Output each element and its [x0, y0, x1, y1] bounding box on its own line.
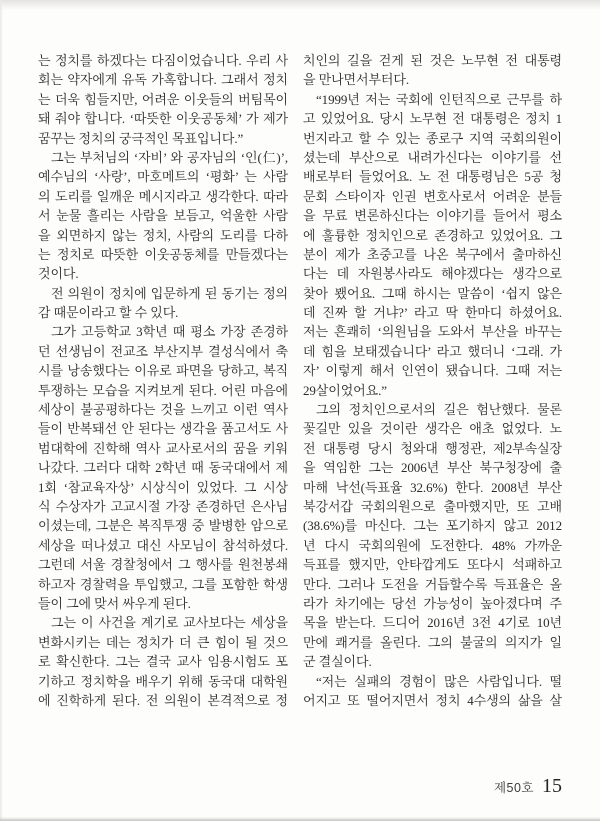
text-line: 이셨는데, 그분은 복직투쟁 중 발병한 암으로	[38, 518, 288, 534]
text-line: 그는 부처님의 ‘자비’ 와 공자님의 ‘인(仁)’,	[51, 149, 288, 165]
text-line: 그런데 서울 경찰청에서 그 행사를 원천봉쇄	[38, 557, 288, 573]
text-line: 에 진학하게 된다. 전 의원이 본격적으로 정	[38, 692, 288, 708]
text-line: 치인의 길을 걷게 된 것은 노무현 전 대통령	[303, 53, 562, 68]
text-line: “저는 실패의 경험이 많은 사람입니다. 떨	[316, 673, 562, 689]
text-line: 그의 정치인으로서의 길은 험난했다. 물론	[316, 402, 562, 418]
text-line: 예수님의 ‘사랑’, 마호메트의 ‘평화’ 는 사람	[38, 169, 288, 185]
text-line: 그가 고등학교 3학년 때 평소 가장 존경하	[51, 324, 288, 340]
text-line: 로 확신한다. 그는 결국 교사 임용시험도 포	[38, 654, 288, 670]
text-line: 저는 흔쾌히 ‘의원님을 도와서 부산을 바꾸는	[303, 324, 562, 340]
text-line: 돼 줘야 합니다. ‘따뜻한 이웃공동체’ 가 제가	[38, 111, 288, 127]
text-line: 분이 제가 초중고를 나온 북구에서 출마하신	[303, 246, 562, 262]
text-line: 에 훌륭한 정치인으로 존경하고 있었어요. 그	[303, 227, 562, 243]
text-line: 을 역임한 그는 2006년 부산 북구청장에 출	[303, 460, 562, 476]
text-line: 는 정치로 따뜻한 이웃공동체를 만들겠다는	[38, 246, 288, 262]
text-line: 자’ 이렇게 해서 인연이 됐습니다. 그때 저는	[303, 363, 562, 379]
text-line: 어지고 또 떨어지면서 정치 4수생의 삶을 살	[303, 692, 562, 708]
text-line: 번지라고 할 수 있는 종로구 지역 국회의원이	[303, 130, 562, 146]
text-line: 들이 반복돼선 안 된다는 생각을 품고서도 사	[38, 421, 288, 437]
text-line: 을 만나면서부터다.	[303, 72, 409, 88]
text-line: 년 다시 국회의원에 도전한다. 48% 가까운	[303, 537, 562, 553]
page-left-edge	[0, 0, 3, 821]
text-line: 찾아 뵀어요. 그때 하시는 말씀이 ‘쉽지 않은	[303, 285, 562, 301]
text-line: 하고자 경찰력을 투입했고, 그를 포함한 학생	[38, 576, 288, 592]
text-line: 군 결실이다.	[303, 654, 372, 670]
text-line: 마해 낙선(득표율 32.6%) 한다. 2008년 부산	[303, 479, 562, 495]
issue-label: 제50호	[493, 781, 534, 795]
text-line: 문회 스타이자 인권 변호사로서 어려운 분들	[303, 188, 562, 204]
text-line: 데 힘을 보태겠습니다’ 라고 했더니 ‘그래. 가	[303, 343, 562, 359]
text-line: 꿈꾸는 정치의 궁극적인 목표입니다.”	[38, 130, 244, 146]
page-top-edge	[0, 0, 600, 10]
text-line: (38.6%)를 마신다. 그는 포기하지 않고 2012	[303, 518, 562, 534]
text-line: 배로부터 들었어요. 노 전 대통령님은 5공 청	[303, 169, 562, 185]
text-line: 들이 그에 맞서 싸우게 된다.	[38, 595, 191, 611]
text-line: 목을 받는다. 드디어 2016년 3전 4기로 10년	[303, 615, 562, 631]
text-line: 감 때문이라고 할 수 있다.	[38, 305, 179, 321]
article-column-right	[303, 51, 562, 710]
text-line: 꽃길만 있을 것이란 생각은 애초 없었다. 노	[303, 421, 562, 437]
text-line: 셨는데 부산으로 내려가신다는 이야기를 선	[303, 149, 562, 165]
text-line: 데 진짜 할 거냐?’ 라고 딱 한마디 하셨어요.	[303, 305, 562, 321]
text-line: 는 정치를 하겠다는 다짐이었습니다. 우리 사	[38, 53, 288, 68]
text-line: 세상을 떠나셨고 대신 사모님이 참석하셨다.	[38, 537, 288, 553]
text-line: 을 외면하지 않는 정치, 사람의 도리를 다하	[38, 227, 288, 243]
page-bottom-edge	[0, 817, 600, 821]
text-line: 을 무료 변론하신다는 이야기를 들어서 평소	[303, 208, 562, 224]
text-line: 그는 이 사건을 계기로 교사보다는 세상을	[51, 615, 288, 631]
page-number: 15	[542, 775, 562, 797]
text-line: 만다. 그러나 도전을 거듭할수록 득표율은 올	[303, 576, 562, 592]
text-line: 는 더욱 힘들지만, 어려운 이웃들의 버팀목이	[38, 91, 288, 107]
text-line: 것이다.	[38, 266, 79, 282]
text-line: 북강서갑 국회의원으로 출마했지만, 또 고배	[303, 498, 562, 514]
text-line: 나갔다. 그러다 대학 2학년 때 동국대에서 제	[38, 460, 288, 476]
text-line: 세상이 불공평하다는 것을 느끼고 이런 역사	[38, 402, 288, 418]
text-line: 회는 약자에게 유독 가혹합니다. 그래서 정치	[38, 72, 288, 88]
text-line: 던 선생님이 전교조 부산지부 결성식에서 축	[38, 343, 288, 359]
text-line: 전 의원이 정치에 입문하게 된 동기는 정의	[51, 285, 288, 301]
text-line: 서 눈물 흘리는 사람을 보듬고, 억울한 사람	[38, 208, 288, 224]
text-line: 전 대통령 당시 청와대 행정관, 제2부속실장	[303, 440, 562, 456]
text-line: 득표를 했지만, 안타깝게도 또다시 석패하고	[303, 557, 562, 573]
page-footer	[494, 775, 562, 798]
text-line: 투쟁하는 모습을 지켜보게 된다. 어린 마음에	[38, 382, 288, 398]
text-line: 식 수상자가 고교시절 가장 존경하던 은사님	[38, 498, 288, 514]
text-line: 시를 낭송했다는 이유로 파면을 당하고, 복직	[38, 363, 288, 379]
text-line: 범대학에 진학해 역사 교사로서의 꿈을 키워	[38, 440, 288, 456]
article-column-left	[38, 51, 288, 710]
text-line: 29살이었어요.”	[303, 382, 387, 398]
text-line: 라가 차기에는 당선 가능성이 높아졌다며 주	[303, 595, 562, 611]
text-line: 변화시키는 데는 정치가 더 큰 힘이 될 것으	[38, 634, 288, 650]
text-line: 만에 쾌거를 올린다. 그의 불굴의 의지가 일	[303, 634, 562, 650]
text-line: 1회 ‘참교육자상’ 시상식이 있었다. 그 시상	[38, 479, 288, 495]
text-line: 기하고 정치학을 배우기 위해 동국대 대학원	[38, 673, 288, 689]
text-line: “1999년 저는 국회에 인턴직으로 근무를 하	[316, 91, 562, 107]
text-line: 다는 데 자원봉사라도 해야겠다는 생각으로	[303, 266, 562, 282]
text-line: 고 있었어요. 당시 노무현 전 대통령은 정치 1	[303, 111, 562, 127]
text-line: 의 도리를 일깨운 메시지라고 생각한다. 따라	[38, 188, 288, 204]
